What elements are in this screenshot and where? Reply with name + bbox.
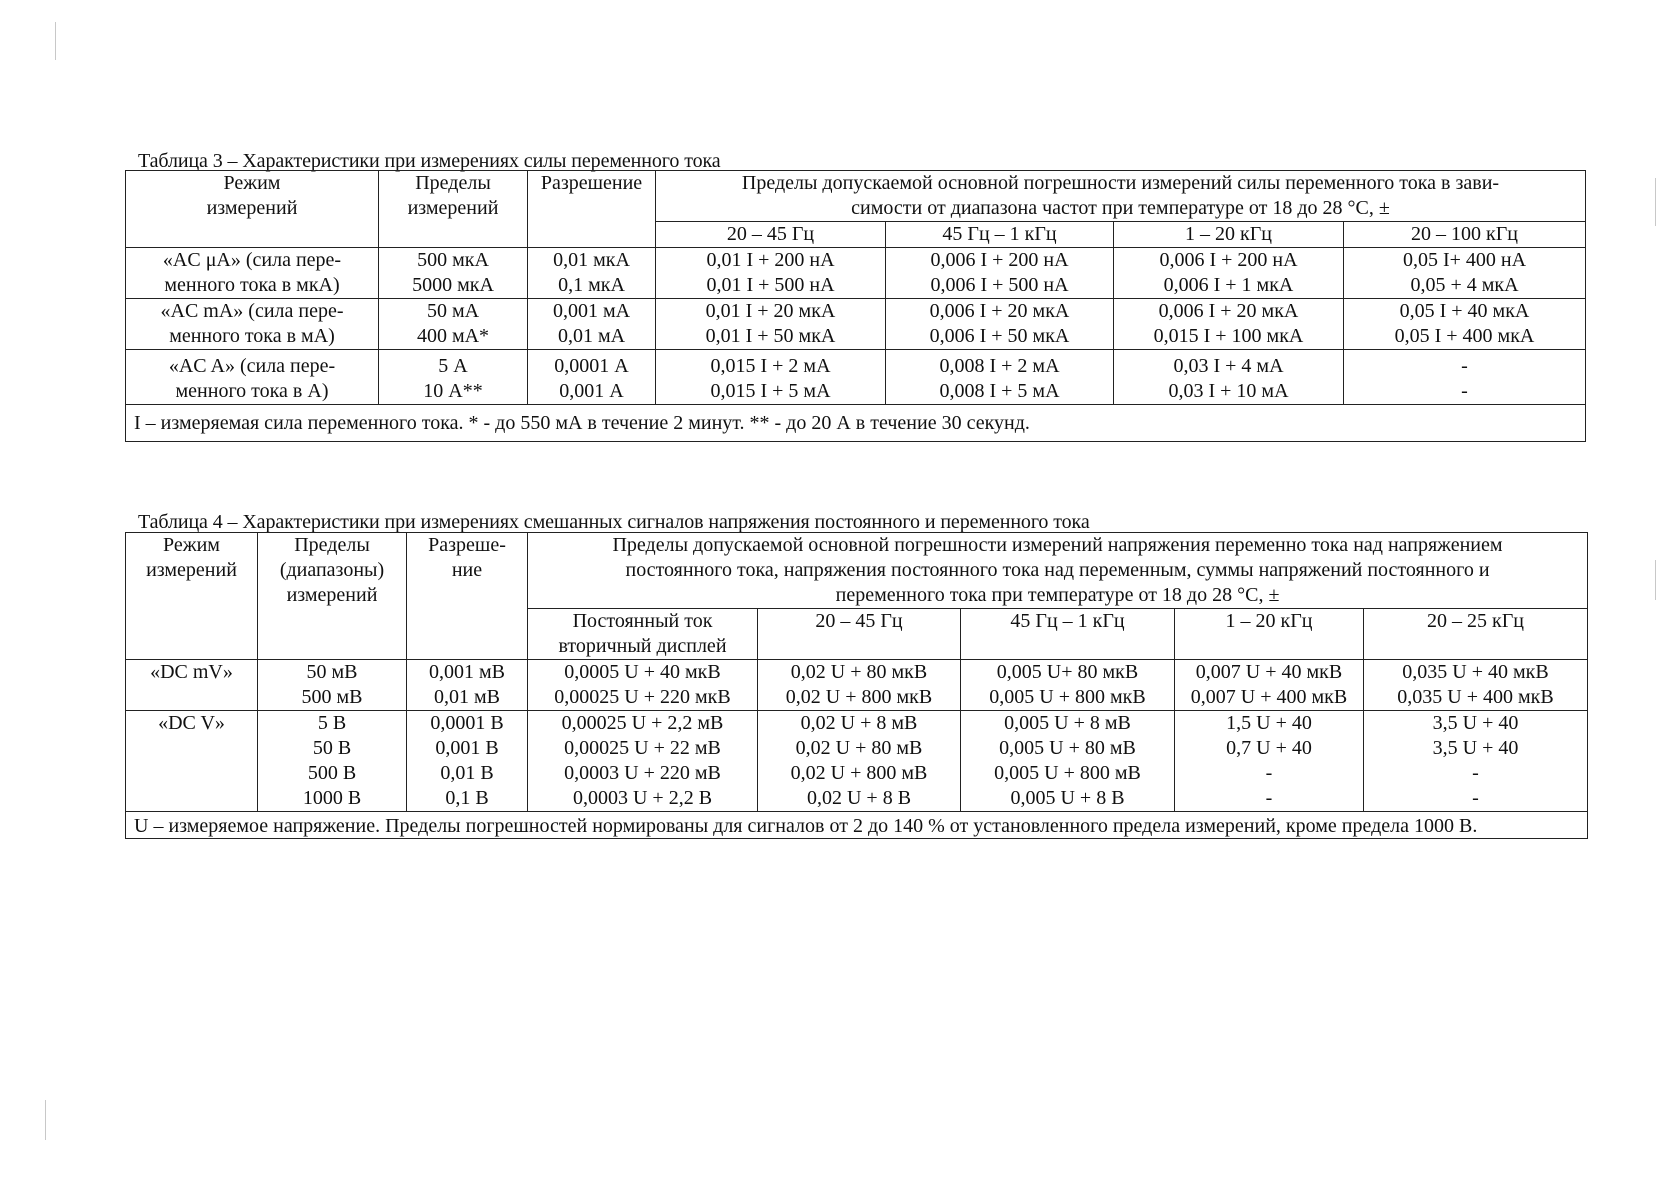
table3-freq-header: 45 Гц – 1 кГц	[886, 222, 1114, 248]
table4-note: U – измеряемое напряжение. Пределы погрешностей нормированы для сигналов от 2 до 140 % от установленного предела измерений, кроме предела 1000 В.	[126, 812, 1588, 839]
table4-row-dc-mv	[126, 660, 1588, 711]
table4-cell-f4: 0,035 U + 40 мкВ 0,035 U + 400 мкВ	[1364, 660, 1588, 711]
table4-cell-mode: «DC mV»	[126, 660, 258, 711]
table3-note-row	[126, 405, 1586, 442]
table3-cell-limits: 500 мкА 5000 мкА	[379, 248, 528, 299]
table3-freq-header: 20 – 100 кГц	[1344, 222, 1586, 248]
table4-cell-f2: 0,005 U + 8 мВ 0,005 U + 80 мВ 0,005 U + 800 мВ 0,005 U + 8 В	[961, 711, 1175, 812]
scan-edge-mark	[55, 22, 56, 60]
table4-cell-resolution: 0,0001 В 0,001 В 0,01 В 0,1 В	[407, 711, 528, 812]
table4-cell-f2: 0,005 U+ 80 мкВ 0,005 U + 800 мкВ	[961, 660, 1175, 711]
scan-edge-mark	[1655, 178, 1656, 226]
table4-header-error: Пределы допускаемой основной погрешности измерений напряжения переменно тока над напряжением постоянного тока, напряжения постоянного тока над переменным, суммы напряжений постоянного и переменного тока при температуре от 18 до 28 °C, ±	[528, 533, 1588, 609]
scan-edge-mark	[1655, 560, 1656, 600]
table3-caption: Таблица 3 – Характеристики при измерениях силы переменного тока	[138, 150, 721, 172]
table4-freq-header: 45 Гц – 1 кГц	[961, 609, 1175, 660]
table4-cell-dc: 0,0005 U + 40 мкВ 0,00025 U + 220 мкВ	[528, 660, 758, 711]
table4	[125, 532, 1588, 839]
table3-row-ac-ua	[126, 248, 1586, 299]
table3-row-ac-a	[126, 350, 1586, 405]
table4-note-row	[126, 812, 1588, 839]
table4-header-limits: Пределы (диапазоны) измерений	[258, 533, 407, 660]
table3-header-limits: Пределы измерений	[379, 171, 528, 248]
table4-freq-header: 1 – 20 кГц	[1175, 609, 1364, 660]
table4-row-dc-v	[126, 711, 1588, 812]
table3-cell-f2: 0,006 I + 20 мкА 0,006 I + 50 мкА	[886, 299, 1114, 350]
table4-freq-header: 20 – 25 кГц	[1364, 609, 1588, 660]
table3-cell-f2: 0,006 I + 200 нА 0,006 I + 500 нА	[886, 248, 1114, 299]
table3-cell-f1: 0,015 I + 2 мА 0,015 I + 5 мА	[656, 350, 886, 405]
table3-note: I – измеряемая сила переменного тока. * - до 550 мА в течение 2 минут. ** - до 20 А в течение 30 секунд.	[126, 405, 1586, 442]
table3-cell-resolution: 0,001 мА 0,01 мА	[528, 299, 656, 350]
table3-cell-f1: 0,01 I + 200 нА 0,01 I + 500 нА	[656, 248, 886, 299]
table4-header-resolution: Разреше- ние	[407, 533, 528, 660]
table3-cell-f1: 0,01 I + 20 мкА 0,01 I + 50 мкА	[656, 299, 886, 350]
table3-freq-header: 1 – 20 кГц	[1114, 222, 1344, 248]
table4-cell-limits: 50 мВ 500 мВ	[258, 660, 407, 711]
table3-freq-header: 20 – 45 Гц	[656, 222, 886, 248]
table3-header-error: Пределы допускаемой основной погрешности измерений силы переменного тока в зави- симости от диапазона частот при температуре от 18 до 28 °C, ±	[656, 171, 1586, 222]
table4-cell-dc: 0,00025 U + 2,2 мВ 0,00025 U + 22 мВ 0,0003 U + 220 мВ 0,0003 U + 2,2 В	[528, 711, 758, 812]
table3-cell-f3: 0,006 I + 20 мкА 0,015 I + 100 мкА	[1114, 299, 1344, 350]
table3-cell-f4: - -	[1344, 350, 1586, 405]
table4-cell-resolution: 0,001 мВ 0,01 мВ	[407, 660, 528, 711]
table3-header-mode: Режим измерений	[126, 171, 379, 248]
table3-cell-f4: 0,05 I+ 400 нА 0,05 + 4 мкА	[1344, 248, 1586, 299]
table4-cell-f3: 1,5 U + 40 0,7 U + 40 - -	[1175, 711, 1364, 812]
table3-cell-limits: 50 мА 400 мА*	[379, 299, 528, 350]
table3-cell-mode: «AC mA» (сила пере- менного тока в мА)	[126, 299, 379, 350]
table4-header-dc: Постоянный ток вторичный дисплей	[528, 609, 758, 660]
table4-cell-f1: 0,02 U + 80 мкВ 0,02 U + 800 мкВ	[758, 660, 961, 711]
table3-cell-f2: 0,008 I + 2 мА 0,008 I + 5 мА	[886, 350, 1114, 405]
table4-caption: Таблица 4 – Характеристики при измерениях смешанных сигналов напряжения постоянного и переменного тока	[138, 511, 1090, 533]
table3-cell-f3: 0,006 I + 200 нА 0,006 I + 1 мкА	[1114, 248, 1344, 299]
table3	[125, 170, 1586, 442]
scan-edge-mark	[45, 1100, 46, 1140]
table4-cell-f4: 3,5 U + 40 3,5 U + 40 - -	[1364, 711, 1588, 812]
table4-cell-f3: 0,007 U + 40 мкВ 0,007 U + 400 мкВ	[1175, 660, 1364, 711]
table3-cell-limits: 5 А 10 А**	[379, 350, 528, 405]
table3-cell-f3: 0,03 I + 4 мА 0,03 I + 10 мА	[1114, 350, 1344, 405]
table4-cell-limits: 5 В 50 В 500 В 1000 В	[258, 711, 407, 812]
table3-cell-resolution: 0,01 мкА 0,1 мкА	[528, 248, 656, 299]
table3-cell-mode: «AC μA» (сила пере- менного тока в мкА)	[126, 248, 379, 299]
table3-cell-mode: «AC A» (сила пере- менного тока в А)	[126, 350, 379, 405]
table4-header-mode: Режим измерений	[126, 533, 258, 660]
table3-cell-resolution: 0,0001 А 0,001 А	[528, 350, 656, 405]
table4-header-row	[126, 533, 1588, 609]
table3-header-row	[126, 171, 1586, 222]
table3-row-ac-ma	[126, 299, 1586, 350]
table4-freq-header: 20 – 45 Гц	[758, 609, 961, 660]
table4-cell-mode: «DC V»	[126, 711, 258, 812]
table3-header-resolution: Разрешение	[528, 171, 656, 248]
table4-cell-f1: 0,02 U + 8 мВ 0,02 U + 80 мВ 0,02 U + 800 мВ 0,02 U + 8 В	[758, 711, 961, 812]
table3-cell-f4: 0,05 I + 40 мкА 0,05 I + 400 мкА	[1344, 299, 1586, 350]
